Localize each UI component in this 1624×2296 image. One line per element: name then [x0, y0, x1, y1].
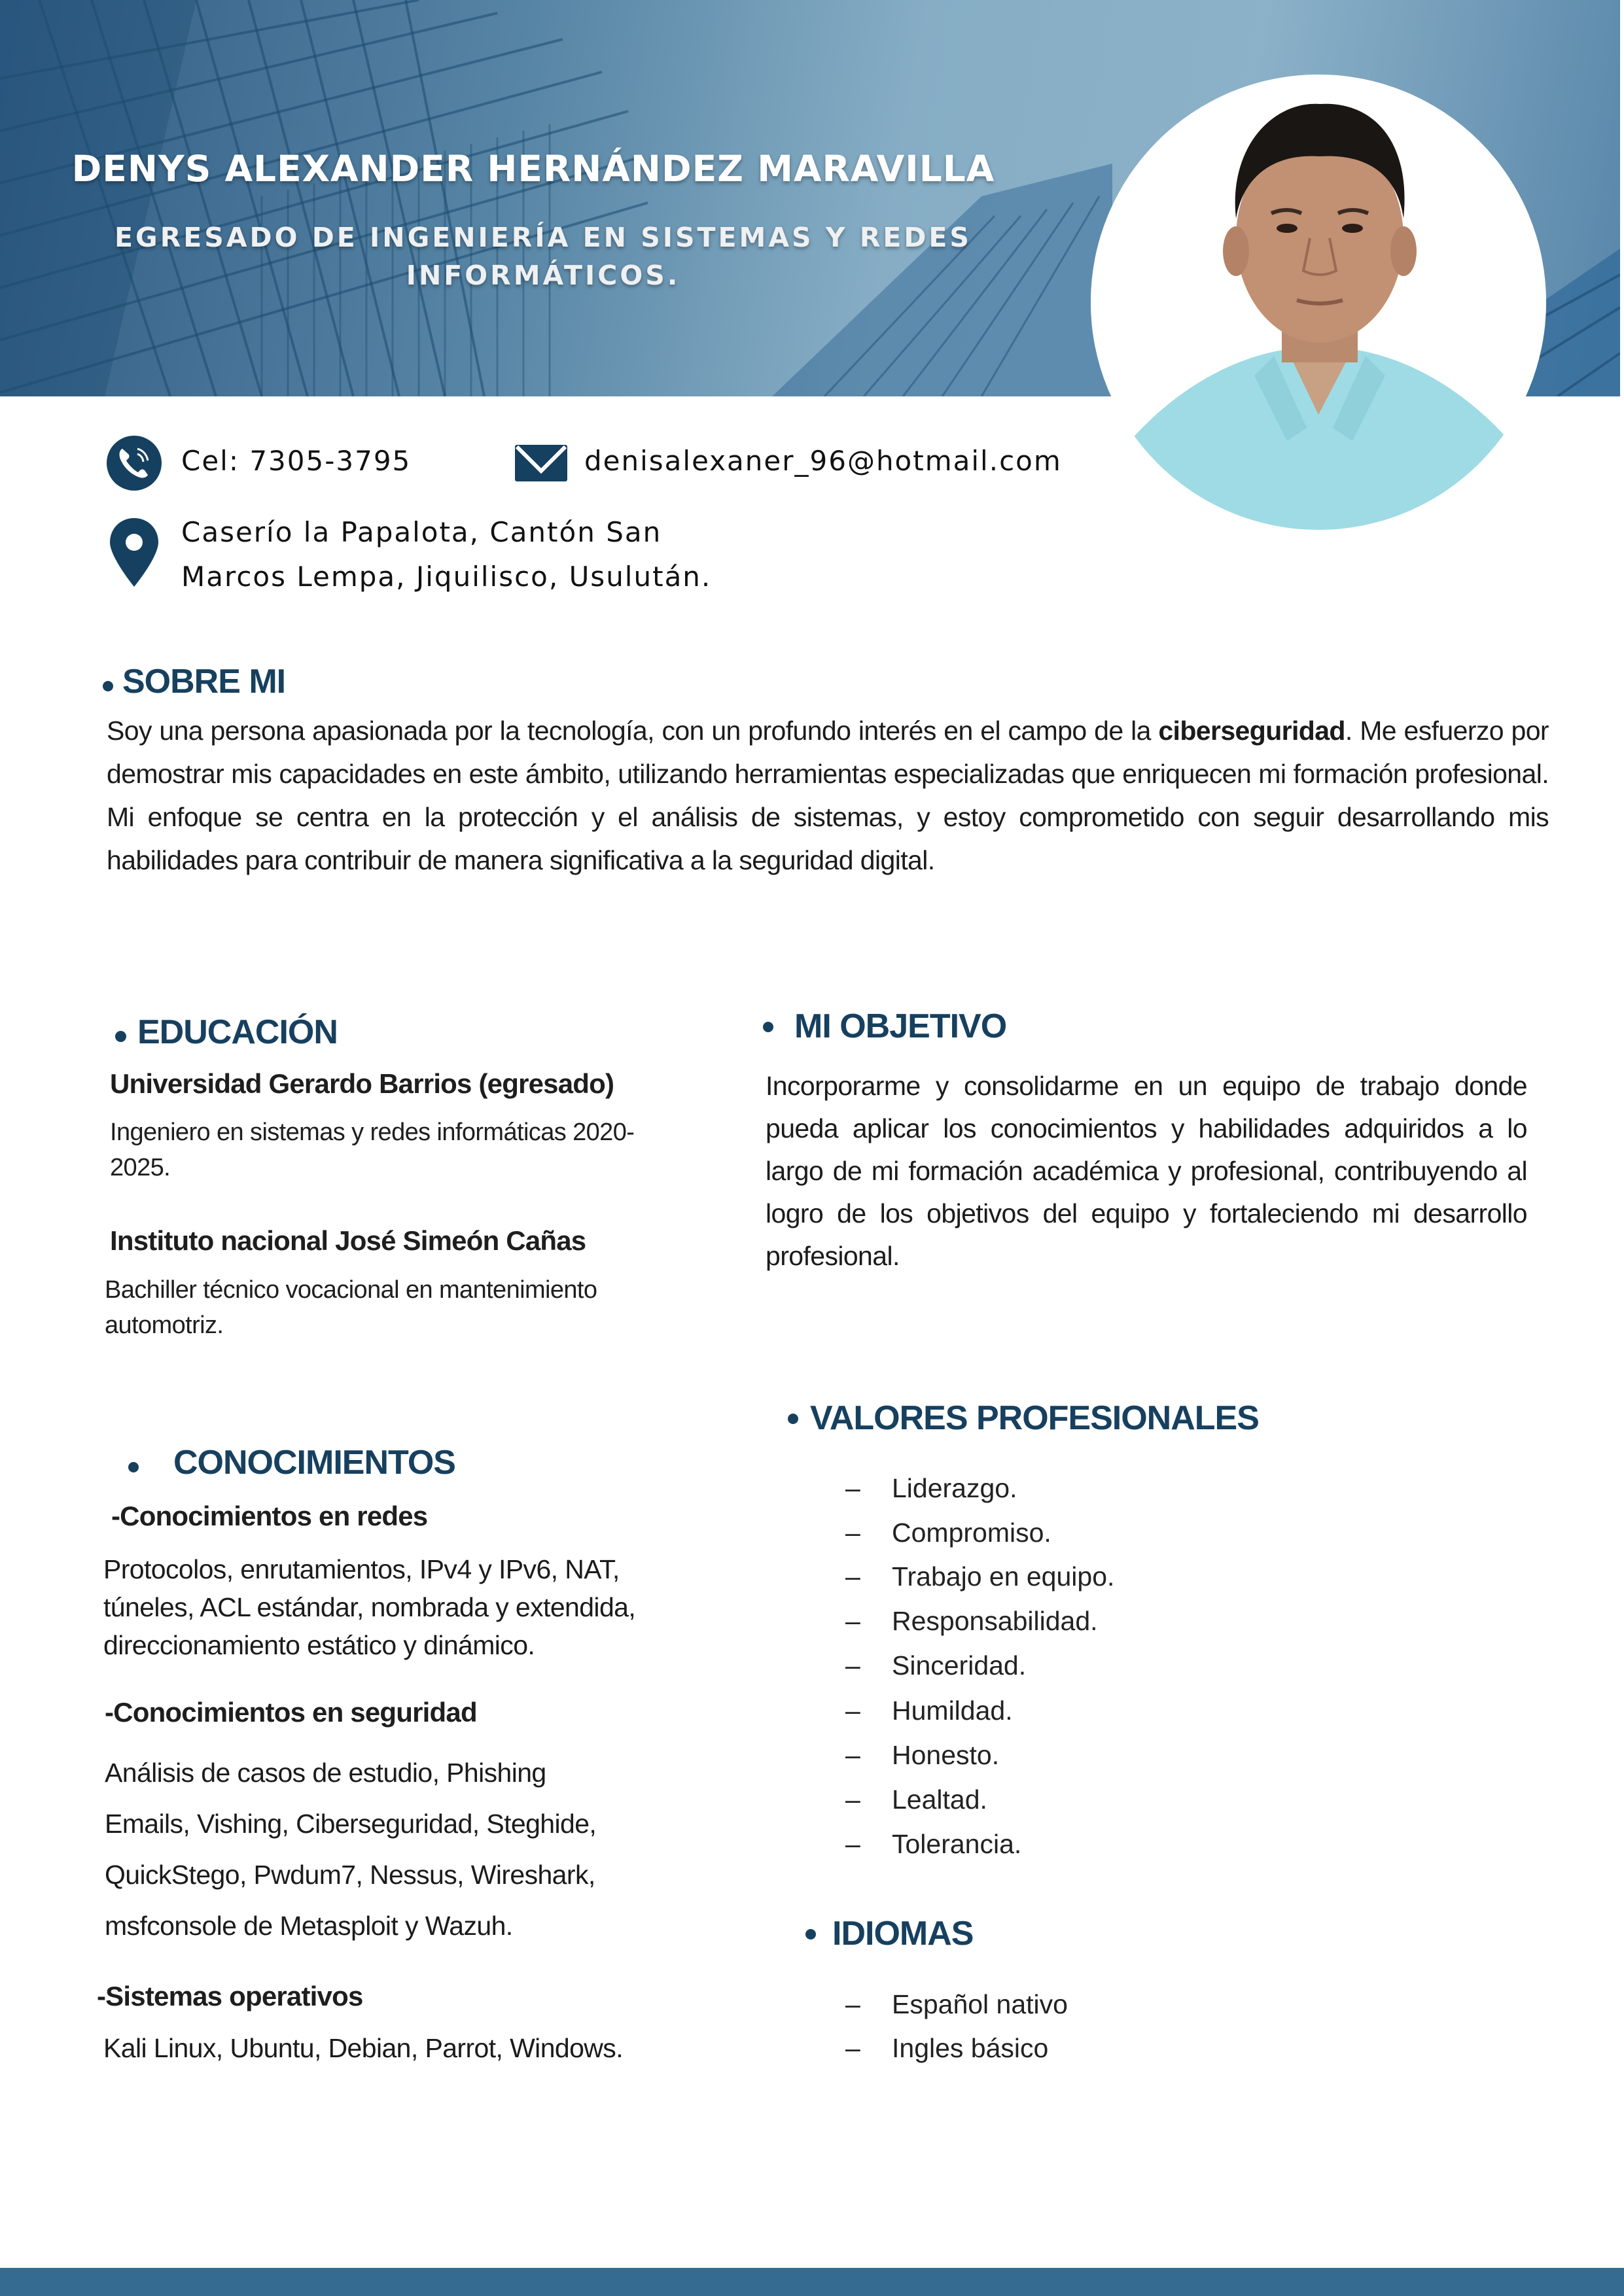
knowledge-security-line: Análisis de casos de estudio, Phishing [105, 1758, 546, 1788]
education-detail-1-line-2: 2025. [110, 1154, 171, 1181]
dash-bullet-icon: – [845, 1829, 860, 1859]
dash-bullet-icon: – [845, 1650, 860, 1680]
education-detail-2-line-2: automotriz. [105, 1312, 224, 1339]
dash-bullet-icon: – [845, 1473, 860, 1503]
candidate-name: DENYS ALEXANDER HERNÁNDEZ MARAVILLA [71, 148, 995, 190]
bullet-icon [788, 1414, 798, 1424]
section-education-label: EDUCACIÓN [137, 1013, 338, 1051]
dash-bullet-icon: – [845, 2033, 860, 2063]
section-education-title [115, 1013, 338, 1052]
section-knowledge-title [128, 1443, 455, 1482]
knowledge-networks-line: direccionamiento estático y dinámico. [103, 1630, 535, 1660]
address-line-2: Marcos Lempa, Jiquilisco, Usulután. [181, 561, 712, 593]
dash-bullet-icon: – [845, 1784, 860, 1815]
knowledge-security-line: msfconsole de Metasploit y Wazuh. [105, 1911, 513, 1941]
about-paragraph [107, 709, 1549, 882]
bullet-icon [128, 1462, 139, 1472]
knowledge-networks-line: Protocolos, enrutamientos, IPv4 y IPv6, NAT, [103, 1554, 620, 1584]
education-detail-1-line-1: Ingeniero en sistemas y redes informáticas 2020- [110, 1119, 635, 1146]
section-values-label: VALORES PROFESIONALES [810, 1399, 1259, 1437]
values-item-label: Sinceridad. [892, 1650, 1027, 1680]
bullet-icon [103, 681, 113, 691]
values-item-label: Trabajo en equipo. [892, 1561, 1115, 1592]
candidate-title [98, 218, 988, 294]
values-item-label: Compromiso. [892, 1518, 1051, 1548]
about-text-bold: ciberseguridad [1158, 716, 1345, 746]
knowledge-os-heading: -Sistemas operativos [97, 1981, 363, 2011]
knowledge-security-heading: -Conocimientos en seguridad [105, 1697, 477, 1728]
education-detail-1 [110, 1115, 634, 1185]
section-knowledge-label: CONOCIMIENTOS [173, 1444, 455, 1482]
address [181, 510, 711, 599]
about-text-2: . Me esfuerzo por demostrar mis capacidades en este ámbito, utilizando herramientas especializadas que enriquecen mi formación profesional. Mi enfoque se centra en la protección y el análisis de sistemas, y estoy comprometido con seguir desarrollando mis habilidades para contribuir de manera significativa a la seguridad digital. [107, 716, 1549, 875]
envelope-icon [515, 445, 567, 481]
languages-item-label: Español nativo [892, 1989, 1068, 2019]
phone-icon [107, 436, 162, 491]
dash-bullet-icon: – [845, 1606, 860, 1636]
knowledge-security-line: Emails, Vishing, Ciberseguridad, Steghide, [105, 1809, 597, 1839]
email-address[interactable]: denisalexaner_96@hotmail.com [584, 445, 1062, 477]
objective-paragraph: Incorporarme y consolidarme en un equipo de trabajo donde pueda aplicar los conocimientos y habilidades adquiridos a lo largo de mi formación académica y profesional, contribuyendo al logro de los objetivos del equipo y fortaleciendo mi desarrollo profesional. [766, 1071, 1527, 1271]
values-item-label: Lealtad. [892, 1784, 987, 1815]
address-line-1: Caserío la Papalota, Cantón San [181, 516, 662, 548]
knowledge-networks-text [103, 1550, 635, 1664]
bullet-icon [115, 1031, 126, 1042]
knowledge-security-text [105, 1747, 596, 1951]
dash-bullet-icon: – [845, 1561, 860, 1592]
dash-bullet-icon: – [845, 1740, 860, 1770]
section-about-title [103, 662, 285, 701]
knowledge-networks-line: túneles, ACL estándar, nombrada y extendida, [103, 1592, 636, 1622]
values-item-label: Humildad. [892, 1696, 1013, 1726]
values-item-label: Honesto. [892, 1740, 1000, 1770]
section-about-label: SOBRE MI [122, 663, 286, 701]
dash-bullet-icon: – [845, 1696, 860, 1726]
candidate-title-line-1: EGRESADO DE INGENIERÍA EN SISTEMAS Y REDES [115, 222, 972, 253]
phone-number: Cel: 7305-3795 [181, 445, 412, 477]
section-objective-label: MI OBJETIVO [794, 1007, 1007, 1045]
knowledge-networks-heading: -Conocimientos en redes [111, 1501, 428, 1531]
dash-bullet-icon: – [845, 1518, 860, 1548]
knowledge-security-line: QuickStego, Pwdum7, Nessus, Wireshark, [105, 1860, 595, 1890]
candidate-title-line-2: INFORMÁTICOS. [406, 260, 680, 291]
values-item-label: Responsabilidad. [892, 1606, 1098, 1636]
person-portrait-graphic [1091, 75, 1546, 530]
values-item-label: Tolerancia. [892, 1829, 1022, 1859]
section-values-title [788, 1399, 1259, 1438]
education-institution-1: Universidad Gerardo Barrios (egresado) [110, 1068, 614, 1099]
bullet-icon [763, 1022, 773, 1032]
map-pin-icon [110, 518, 158, 587]
section-languages-label: IDIOMAS [832, 1915, 974, 1953]
bullet-icon [805, 1929, 816, 1939]
education-institution-2: Instituto nacional José Simeón Cañas [110, 1225, 586, 1256]
knowledge-os-text: Kali Linux, Ubuntu, Debian, Parrot, Windows. [103, 2033, 624, 2063]
dash-bullet-icon: – [845, 1989, 860, 2019]
section-objective-title [763, 1007, 1006, 1046]
languages-item-label: Ingles básico [892, 2033, 1049, 2063]
education-detail-2-line-1: Bachiller técnico vocacional en mantenimiento [105, 1276, 597, 1304]
values-item-label: Liderazgo. [892, 1473, 1017, 1503]
footer-bar [0, 2268, 1624, 2296]
profile-photo [1091, 75, 1546, 530]
about-text-1: Soy una persona apasionada por la tecnología, con un profundo interés en el campo de la [107, 716, 1159, 746]
section-languages-title [805, 1914, 973, 1953]
education-detail-2 [105, 1272, 597, 1343]
